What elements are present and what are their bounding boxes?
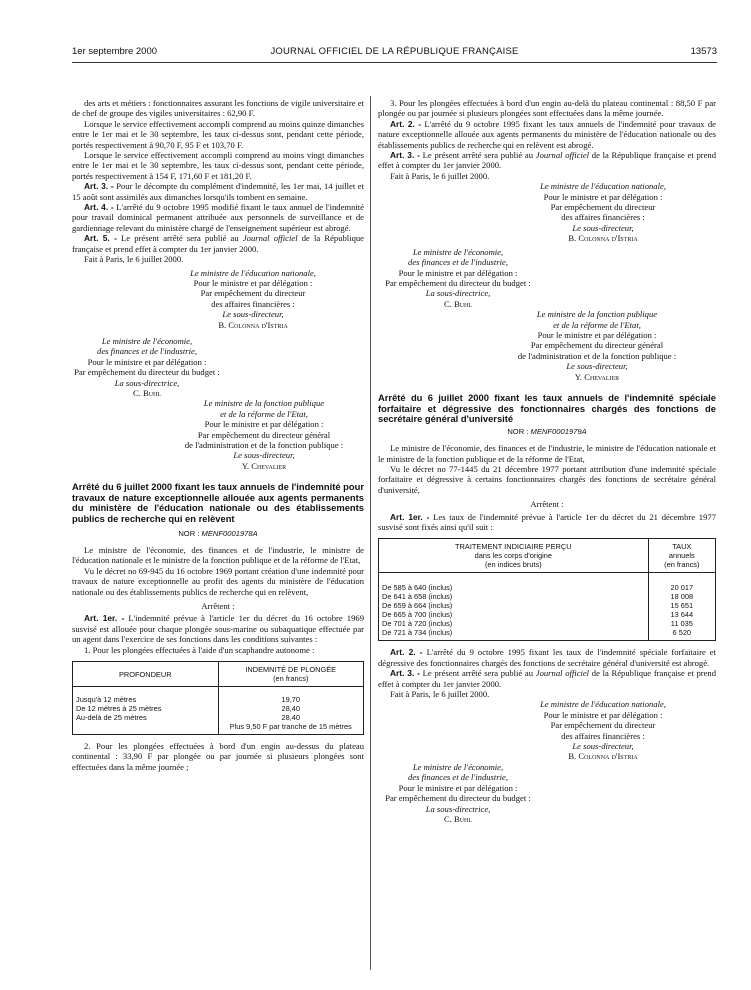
signatory-name: Y. Chevalier xyxy=(241,460,287,471)
table-row xyxy=(379,610,716,619)
nor-code: MENF0001979A xyxy=(530,426,587,436)
row-label: De 12 mètres à 25 mètres xyxy=(73,704,219,713)
spacer-cell xyxy=(648,573,715,584)
signature-line: Le ministre de l'éducation nationale, xyxy=(540,181,666,192)
nor-reference xyxy=(378,427,716,437)
signatory-name: Y. Chevalier xyxy=(574,371,620,382)
signature-line: Pour le ministre et par délégation : xyxy=(537,329,657,340)
row-value: Plus 9,50 F par tranche de 15 mètres xyxy=(218,722,364,735)
article-label: Art. 2. - xyxy=(390,118,422,129)
table-row xyxy=(73,713,364,722)
fait-a-paris: Fait à Paris, le 6 juillet 2000. xyxy=(390,689,490,700)
paragraph: des arts et métiers : fonctionnaires assurant les fonctions de vigile universitaire et de chef de groupe des vigiles universitaires : 62,90 F. xyxy=(72,98,364,119)
right-column xyxy=(378,98,716,824)
article-text: Les taux de l'indemnité prévue à l'article 1er du décret du 21 décembre 1977 susvisé sont fixés ainsi qu'il suit : xyxy=(378,511,716,532)
signature-block xyxy=(378,247,538,309)
column-header xyxy=(648,539,715,573)
page-number: 13573 xyxy=(690,46,717,57)
column-divider xyxy=(370,96,371,970)
table-row xyxy=(379,583,716,592)
signature-line: des finances et de l'industrie, xyxy=(97,346,197,357)
row-value: 11 035 xyxy=(648,619,715,628)
signature-block xyxy=(490,181,716,243)
article-label: Art. 3. - xyxy=(390,150,420,161)
row-label: De 721 à 734 (inclus) xyxy=(379,628,649,641)
nor-label: NOR : xyxy=(178,528,202,538)
salary-rate-table xyxy=(378,538,716,641)
signature-block xyxy=(478,309,716,382)
signatory-name: B. Colonna d'Istria xyxy=(568,233,638,244)
paragraph: Le ministre de l'économie, des finances et de l'industrie, le ministre de l'éducation nationale et le ministre de la fonction publique et de la réforme de l'Etat, xyxy=(72,545,364,566)
article-text: Le présent arrêté sera publié au xyxy=(419,668,536,679)
article-1 xyxy=(72,613,364,644)
article-1 xyxy=(378,512,716,533)
arretent: Arrêtent : xyxy=(201,601,235,612)
header-date: 1er septembre 2000 xyxy=(72,46,158,57)
signatory-name: C. Buhl xyxy=(443,813,473,824)
row-value: 28,40 xyxy=(218,713,364,722)
article-5 xyxy=(72,233,364,254)
nor-code: MENF0001978A xyxy=(201,528,258,538)
fait-a-paris: Fait à Paris, le 6 juillet 2000. xyxy=(84,254,184,265)
row-label: De 585 à 640 (inclus) xyxy=(379,583,649,592)
signature-line: Pour le ministre et par délégation : xyxy=(398,267,518,278)
article-label: Art. 4. - xyxy=(84,202,114,213)
signature-line: Par empêchement du directeur xyxy=(550,202,656,213)
column-header xyxy=(379,539,649,573)
signature-line: Pour le ministre et par délégation : xyxy=(87,356,207,367)
paragraph: Lorsque le service effectivement accompli comprend au moins quinze dimanches entre le 1er mai et le 30 septembre, les taux ci-dessus sont, pendant cette période, portés respectivement à 90,70 F, 95 F et 103,70 F. xyxy=(72,118,364,150)
article-label: Art. 3. - xyxy=(84,181,114,192)
article-4 xyxy=(72,202,364,233)
article-label: Art. 1er. - xyxy=(84,613,125,624)
paragraph: Vu le décret no 69-945 du 16 octobre 1969 portant création d'une indemnité pour travaux de nature exceptionnelle au profit des agents du ministère de l'éducation nationale ou des établissements publics de recherche qui en relèvent, xyxy=(72,565,364,597)
article-text: Pour le décompte du complément d'indemnité, les 1er mai, 14 juillet et 15 août sont assimilés aux dimanches lorsqu'ils tombent en semaine. xyxy=(72,181,364,202)
signature-line: Le ministre de l'éducation nationale, xyxy=(190,267,316,278)
signature-line: de l'administration et de la fonction publique : xyxy=(184,440,344,450)
signature-line: Le sous-directeur, xyxy=(572,741,634,752)
header-rule xyxy=(72,62,717,63)
signature-line: Le sous-directeur, xyxy=(222,309,284,320)
article-label: Art. 3. - xyxy=(390,668,420,679)
signature-line: Par empêchement du directeur du budget : xyxy=(385,277,531,288)
header-text: TAUX xyxy=(672,542,692,552)
signatory-name: C. Buhl xyxy=(443,298,473,309)
signature-line: Le sous-directeur, xyxy=(233,450,295,461)
spacer-cell xyxy=(73,687,219,696)
article-2 xyxy=(378,119,716,150)
fait-a-paris: Fait à Paris, le 6 juillet 2000. xyxy=(390,170,490,181)
table-row xyxy=(73,722,364,735)
row-value: 18 008 xyxy=(648,592,715,601)
signature-block xyxy=(72,336,222,398)
article-2 xyxy=(378,647,716,668)
signature-line: et de la réforme de l'Etat, xyxy=(553,319,641,330)
row-value: 6 520 xyxy=(648,628,715,641)
signature-line: Par empêchement du directeur du budget : xyxy=(74,367,220,378)
signature-line: de l'administration et de la fonction publique : xyxy=(517,350,677,361)
signature-line: Le ministre de la fonction publique xyxy=(203,398,325,409)
page-header xyxy=(72,47,717,61)
signatory-name: C. Buhl xyxy=(132,387,162,398)
signature-line: Pour le ministre et par délégation : xyxy=(204,419,324,430)
nor-reference xyxy=(72,529,364,539)
spacer-cell xyxy=(218,687,364,696)
signature-line: Le ministre de l'économie, xyxy=(412,246,504,257)
signature-line: Le ministre de la fonction publique xyxy=(536,309,658,320)
left-column xyxy=(72,98,364,772)
article-3 xyxy=(378,668,716,689)
row-label: De 659 à 664 (inclus) xyxy=(379,601,649,610)
article-label: Art. 5. - xyxy=(84,233,117,244)
header-subtext: (en francs) xyxy=(664,560,700,570)
journal-title: JOURNAL OFFICIEL DE LA RÉPUBLIQUE FRANÇAISE xyxy=(270,46,519,57)
row-label: De 641 à 658 (inclus) xyxy=(379,592,649,601)
signature-line: Le sous-directeur, xyxy=(572,222,634,233)
signature-line: Le ministre de l'économie, xyxy=(101,335,193,346)
row-value: 15 651 xyxy=(648,601,715,610)
column-header xyxy=(218,662,364,687)
signature-line: La sous-directrice, xyxy=(425,288,491,299)
paragraph: 3. Pour les plongées effectuées à bord d'un engin au-delà du plateau continental : 88,50 F par plongée ou par journée si plusieurs plongées sont effectuées dans la même journée. xyxy=(378,98,716,119)
journal-reference: Journal officiel xyxy=(535,668,590,679)
table-row xyxy=(379,628,716,641)
table-row xyxy=(379,592,716,601)
signature-line: Par empêchement du directeur général xyxy=(197,429,331,440)
paragraph: Vu le décret no 77-1445 du 21 décembre 1977 portant attribution d'une indemnité spéciale forfaitaire et dégressive à certains fonctionnaires chargés des fonctions de secrétaire général d'université, xyxy=(378,463,716,495)
signature-line: Pour le ministre et par délégation : xyxy=(543,709,663,720)
signature-line: Pour le ministre et par délégation : xyxy=(398,782,518,793)
row-value: 13 644 xyxy=(648,610,715,619)
arretent: Arrêtent : xyxy=(530,499,564,510)
signature-line: Par empêchement du directeur xyxy=(550,720,656,731)
article-text: L'arrêté du 9 octobre 1995 fixant les taux annuels de l'indemnité pour travaux de nature exceptionnelle allouée aux agents permanents du ministère de l'éducation nationale ou des établissements publics de recherche qui en relèvent est abrogé. xyxy=(378,118,716,150)
signature-line: Pour le ministre et par délégation : xyxy=(543,191,663,202)
signature-line: des finances et de l'industrie, xyxy=(408,772,508,783)
article-text: de la République française et prend effet à compter du 1er janvier 2000. xyxy=(378,668,717,689)
signature-line: des affaires financières : xyxy=(561,730,645,741)
table-row xyxy=(73,704,364,713)
header-subtext: (en francs) xyxy=(273,674,309,684)
paragraph: 2. Pour les plongées effectuées à bord d'un engin au-dessus du plateau continental : 33,90 F par plongée ou par journée si plusieurs plongées sont effectuées dans la même journée ; xyxy=(72,741,364,772)
journal-reference: Journal officiel xyxy=(535,150,590,161)
signature-line: Par empêchement du directeur du budget : xyxy=(385,793,531,804)
signature-block xyxy=(142,268,364,330)
row-value: 28,40 xyxy=(218,704,364,713)
article-text: L'arrêté du 9 octobre 1995 fixant les taux de l'indemnité spéciale forfaitaire et dégressive des fonctionnaires chargés des fonctions de secrétaire général d'université est abrogé. xyxy=(378,647,717,668)
row-label: Jusqu'à 12 mètres xyxy=(73,695,219,704)
table-row xyxy=(379,601,716,610)
header-subtext: dans les corps d'origine xyxy=(474,551,552,561)
article-label: Art. 1er. - xyxy=(390,511,430,522)
header-subtext: annuels xyxy=(668,551,695,561)
signature-block xyxy=(164,398,364,471)
signature-line: des affaires financières : xyxy=(211,298,295,309)
signature-line: et de la réforme de l'Etat, xyxy=(220,408,308,419)
signature-line: Le sous-directeur, xyxy=(566,361,628,372)
row-label: De 665 à 700 (inclus) xyxy=(379,610,649,619)
table-row xyxy=(73,695,364,704)
signature-line: La sous-directrice, xyxy=(425,803,491,814)
header-text: INDEMNITÉ DE PLONGÉE xyxy=(245,665,337,675)
spacer-cell xyxy=(379,573,649,584)
signature-block xyxy=(378,762,538,824)
paragraph: 1. Pour les plongées effectuées à l'aide d'un scaphandre autonome : xyxy=(84,644,315,655)
signature-line: La sous-directrice, xyxy=(114,377,180,388)
column-header: PROFONDEUR xyxy=(73,662,219,687)
article-3 xyxy=(72,181,364,202)
article-3 xyxy=(378,150,716,171)
decree-title: Arrêté du 6 juillet 2000 fixant les taux annuels de l'indemnité pour travaux de nature exceptionnelle allouée aux agents permanents du ministère de l'éducation nationale ou des établissements publics de recherche qui en relèvent xyxy=(72,481,364,524)
diving-allowance-table xyxy=(72,661,364,735)
signature-line: des affaires financières : xyxy=(561,212,645,223)
nor-label: NOR : xyxy=(507,426,531,436)
signature-block xyxy=(490,699,716,761)
article-text: Le présent arrêté sera publié au xyxy=(116,233,243,244)
row-label: Au-delà de 25 mètres xyxy=(73,713,219,722)
paragraph: Le ministre de l'économie, des finances et de l'industrie, le ministre de l'éducation nationale et le ministre de la fonction publique et de la réforme de l'Etat, xyxy=(378,443,716,464)
signatory-name: B. Colonna d'Istria xyxy=(568,751,638,762)
article-label: Art. 2. - xyxy=(390,647,423,658)
signature-line: des finances et de l'industrie, xyxy=(408,257,508,268)
signature-line: Pour le ministre et par délégation : xyxy=(193,277,313,288)
article-text: de la République française et prend effet à compter du 1er janvier 2000. xyxy=(72,233,364,254)
article-text: L'arrêté du 9 octobre 1995 modifié fixant le taux annuel de l'indemnité pour travail dominical permanent attribuée aux personnels de surveillance et de gardiennage relevant du ministère chargé de l'enseignement supérieur est abrogé. xyxy=(72,202,364,233)
row-value: 19,70 xyxy=(218,695,364,704)
decree-title: Arrêté du 6 juillet 2000 fixant les taux annuels de l'indemnité spéciale forfaitaire et dégressive des fonctionnaires chargés des fonctions de secrétaire général d'université xyxy=(378,391,716,425)
header-subtext: (en indices bruts) xyxy=(484,560,542,570)
article-text: de la République française et prend effet à compter du 1er janvier 2000. xyxy=(378,150,717,171)
signatory-name: B. Colonna d'Istria xyxy=(218,319,288,330)
empty-cell xyxy=(73,722,219,735)
article-text: Le présent arrêté sera publié au xyxy=(419,150,536,161)
signature-line: Par empêchement du directeur xyxy=(200,288,306,299)
header-text: TRAITEMENT INDICIAIRE PERÇU xyxy=(455,542,572,552)
signature-line: Le ministre de l'éducation nationale, xyxy=(540,699,666,710)
signature-line: Le ministre de l'économie, xyxy=(412,761,504,772)
row-value: 20 017 xyxy=(648,583,715,592)
paragraph: Lorsque le service effectivement accompli comprend au moins vingt dimanches entre le 1er mai et le 30 septembre, les taux ci-dessus sont, pendant cette période, portés respectivement à 154 F, 171,60 F et 181,20 F. xyxy=(72,150,364,181)
article-text: L'indemnité prévue à l'article 1er du décret du 16 octobre 1969 susvisé est allouée pour chaque plongée sous-marine ou subaquatique effectuée par un agent dans l'exercice de ses fonctions dans les conditions suivantes : xyxy=(72,613,364,645)
row-label: De 701 à 720 (inclus) xyxy=(379,619,649,628)
signature-line: Par empêchement du directeur général xyxy=(530,340,664,351)
journal-reference: Journal officiel xyxy=(242,233,298,244)
table-row xyxy=(379,619,716,628)
